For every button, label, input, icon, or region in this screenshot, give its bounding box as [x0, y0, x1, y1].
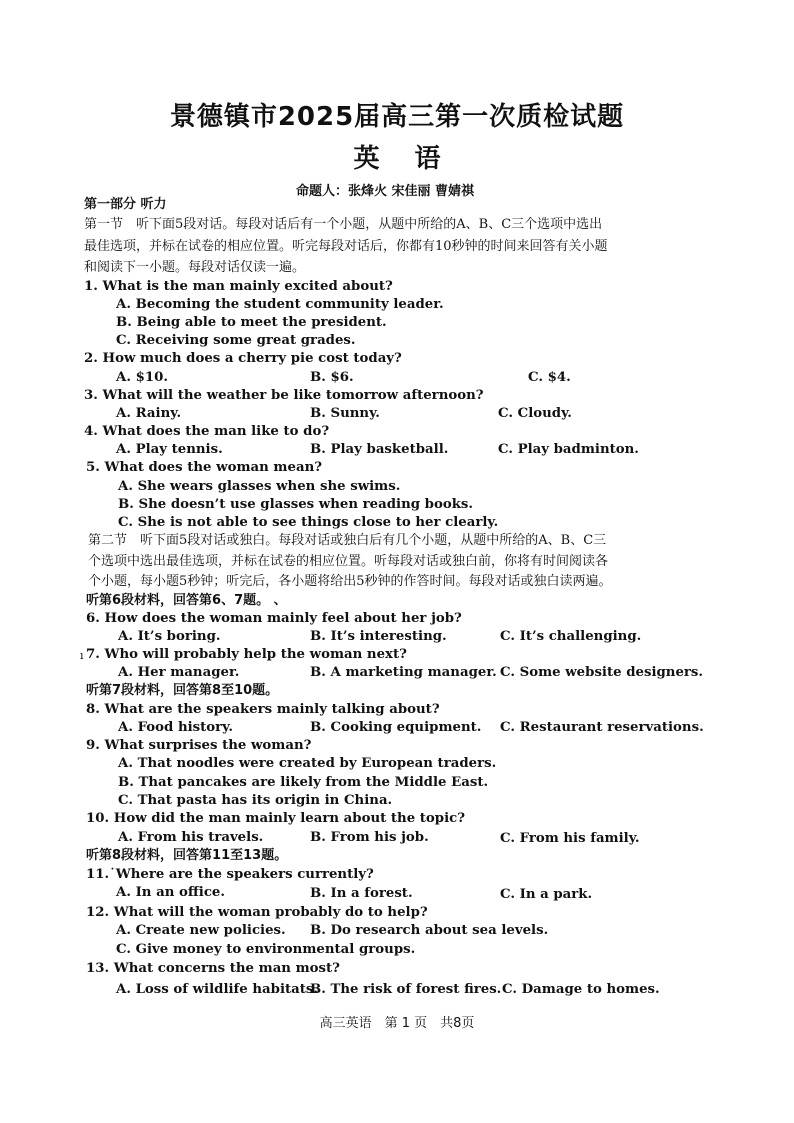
question-1-option-b: B. Being able to meet the president.	[116, 315, 387, 330]
page-footer: 高三英语 第 1 页 共8页	[319, 1016, 475, 1031]
question-9-option-c: C. That pasta has its origin in China.	[118, 793, 393, 808]
question-13-option-a: A. Loss of wildlife habitats.	[116, 982, 319, 997]
authors-line: 命题人：张烽火 宋佳丽 曹婧祺	[296, 184, 475, 199]
question-1-option-c: C. Receiving some great grades.	[116, 333, 356, 348]
question-7-option-c: C. Some website designers.	[500, 665, 704, 680]
question-10-stem: 10. How did the man mainly learn about the topic?	[86, 811, 466, 826]
question-11-option-c: C. In a park.	[500, 887, 593, 902]
subject-heading: 英 语	[353, 144, 441, 174]
question-10-option-c: C. From his family.	[500, 831, 640, 846]
question-3-stem: 3. What will the weather be like tomorrow afternoon?	[84, 388, 484, 403]
section2-instructions-line: 个选项中选出最佳选项，并标在试卷的相应位置。听每段对话或独白前，你将有时间阅读各	[88, 554, 609, 569]
question-2-stem: 2. How much does a cherry pie cost today?	[84, 351, 402, 366]
question-5-option-b: B. She doesn’t use glasses when reading books.	[118, 497, 474, 512]
question-10-option-b: B. From his job.	[310, 830, 429, 845]
question-8-option-a: A. Food history.	[118, 720, 234, 735]
scan-mark: ı	[80, 649, 84, 662]
question-7-stem: 7. Who will probably help the woman next?	[86, 647, 407, 662]
question-1-stem: 1. What is the man mainly excited about?	[84, 279, 393, 294]
question-8-option-c: C. Restaurant reservations.	[500, 720, 704, 735]
question-6-option-a: A. It’s boring.	[118, 629, 221, 644]
question-8-option-b: B. Cooking equipment.	[310, 720, 482, 735]
question-5-option-c: C. She is not able to see things close to her clearly.	[118, 515, 499, 530]
question-13-option-c: C. Damage to homes.	[502, 982, 660, 997]
material-7-header: 听第7段材料，回答第8至10题。	[86, 683, 279, 698]
question-13-stem: 13. What concerns the man most?	[86, 961, 340, 976]
material-6-header: 听第6段材料，回答第6、7题。 、	[86, 593, 287, 608]
question-11-option-a: A. In an office.	[116, 885, 226, 900]
section1-instructions-line: 第一节 听下面5段对话。每段对话后有一个小题，从题中所给的A、B、C三个选项中选出	[84, 217, 603, 232]
question-13-option-b: B. The risk of forest fires.	[310, 982, 502, 997]
question-3-option-c: C. Cloudy.	[498, 406, 572, 421]
section1-instructions-line: 和阅读下一小题。每段对话仅读一遍。	[84, 260, 306, 275]
question-5-stem: 5. What does the woman mean?	[86, 460, 323, 475]
section1-instructions-line: 最佳选项，并标在试卷的相应位置。听完每段对话后，你都有10秒钟的时间来回答有关小题	[84, 239, 608, 254]
question-12-option-b: B. Do research about sea levels.	[310, 923, 549, 938]
section2-instructions-line: 个小题，每小题5秒钟；听完后，各小题将给出5秒钟的作答时间。每段对话或独白读两遍。	[88, 574, 612, 589]
question-3-option-b: B. Sunny.	[310, 406, 380, 421]
question-9-option-a: A. That noodles were created by European traders.	[118, 756, 497, 771]
exam-title: 景德镇市2025届高三第一次质检试题	[169, 102, 625, 132]
question-4-option-c: C. Play badminton.	[498, 442, 639, 457]
question-2-option-c: C. $4.	[528, 370, 571, 385]
question-4-option-a: A. Play tennis.	[116, 442, 223, 457]
question-6-stem: 6. How does the woman mainly feel about her job?	[86, 611, 462, 626]
section2-instructions-line: 第二节 听下面5段对话或独白。每段对话或独白后有几个小题，从题中所给的A、B、C三	[88, 533, 607, 548]
question-3-option-a: A. Rainy.	[116, 406, 182, 421]
question-9-stem: 9. What surprises the woman?	[86, 738, 312, 753]
question-1-option-a: A. Becoming the student community leader.	[116, 297, 444, 312]
question-5-option-a: A. She wears glasses when she swims.	[118, 479, 401, 494]
question-6-option-c: C. It’s challenging.	[500, 629, 642, 644]
question-12-option-a: A. Create new policies.	[116, 923, 286, 938]
question-8-stem: 8. What are the speakers mainly talking about?	[86, 702, 440, 717]
question-2-option-b: B. $6.	[310, 370, 354, 385]
question-10-option-a: A. From his travels.	[118, 830, 264, 845]
question-9-option-b: B. That pancakes are likely from the Middle East.	[118, 775, 489, 790]
question-11-stem: 11.˙Where are the speakers currently?	[86, 867, 374, 882]
question-4-stem: 4. What does the man like to do?	[84, 424, 330, 439]
question-12-stem: 12. What will the woman probably do to help?	[86, 905, 428, 920]
material-8-header: 听第8段材料，回答第11至13题。	[86, 848, 288, 863]
question-4-option-b: B. Play basketball.	[310, 442, 449, 457]
question-7-option-a: A. Her manager.	[118, 665, 240, 680]
question-6-option-b: B. It’s interesting.	[310, 629, 447, 644]
question-11-option-b: B. In a forest.	[310, 886, 413, 901]
question-2-option-a: A. $10.	[116, 370, 168, 385]
part1-heading: 第一部分 听力	[84, 197, 167, 212]
question-12-option-c: C. Give money to environmental groups.	[116, 942, 416, 957]
question-7-option-b: B. A marketing manager.	[310, 665, 497, 680]
